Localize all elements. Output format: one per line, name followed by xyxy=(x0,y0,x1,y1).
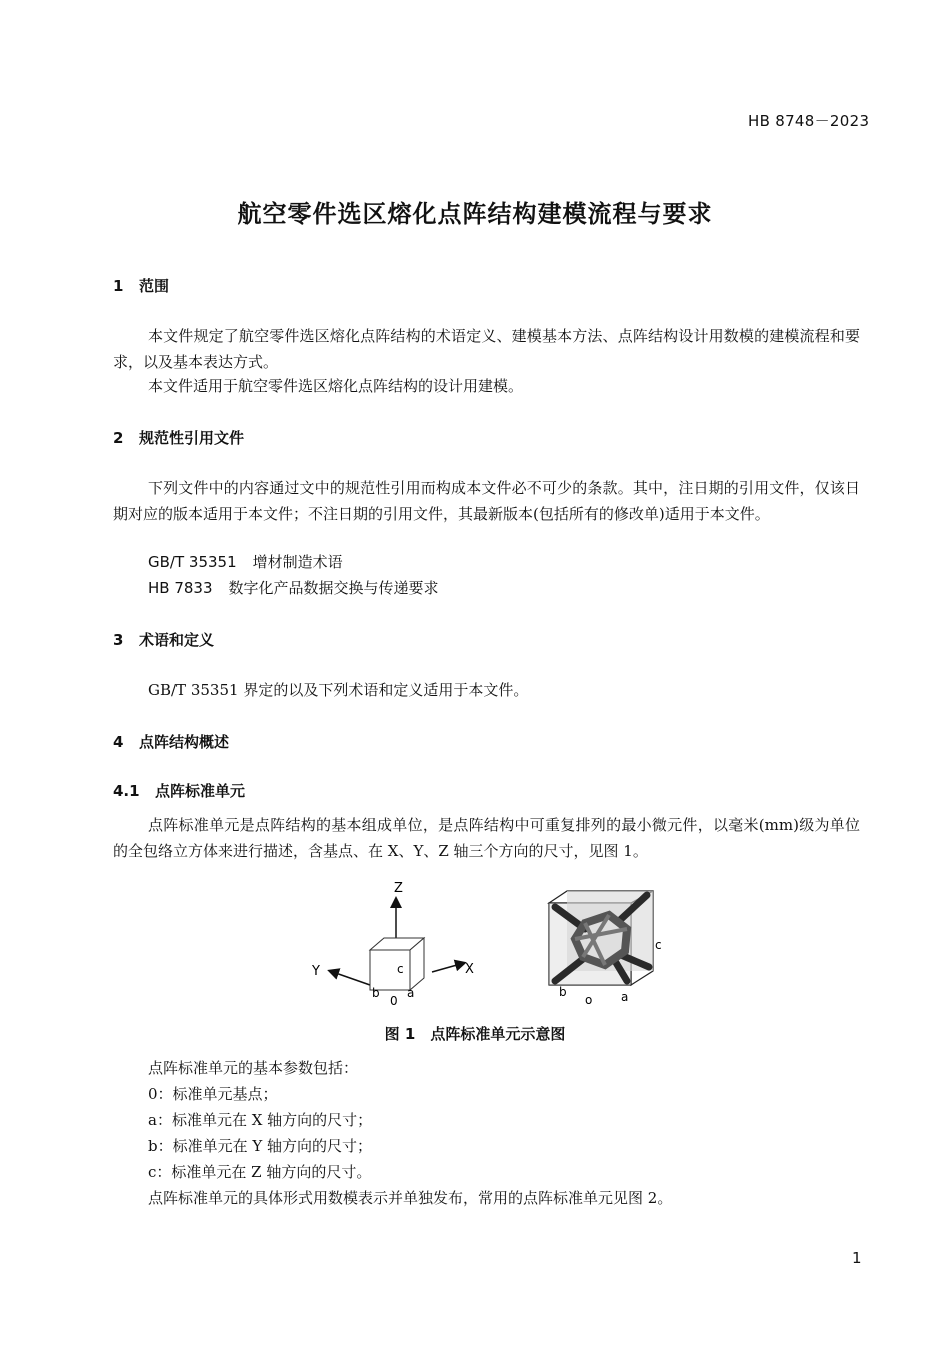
section-2-heading xyxy=(113,427,244,448)
standard-code: HB 8748－2023 xyxy=(748,112,870,130)
param-item: a：标准单元在 X 轴方向的尺寸； xyxy=(148,1111,373,1129)
reference-code: GB/T 35351 xyxy=(148,553,237,571)
section-number: 3 xyxy=(113,631,124,649)
reference-name: 数字化产品数据交换与传递要求 xyxy=(228,579,439,597)
section-title: 点阵标准单元 xyxy=(155,782,246,800)
page-number: 1 xyxy=(852,1249,862,1267)
section-2-paragraph-1: 下列文件中的内容通过文中的规范性引用而构成本文件必不可少的条款。其中，注日期的引用文件，仅该日期对应的版本适用于本文件；不注日期的引用文件，其最新版本(包括所有的修改单)适用于本文件。 xyxy=(113,479,860,523)
y-axis-label: Y xyxy=(312,964,320,979)
document-title: 航空零件选区熔化点阵结构建模流程与要求 xyxy=(237,200,713,228)
section-1-paragraph-2: 本文件适用于航空零件选区熔化点阵结构的设计用建模。 xyxy=(148,377,524,395)
figure-1-caption: 图 1 点阵标准单元示意图 xyxy=(384,1025,566,1043)
section-number: 2 xyxy=(113,429,124,447)
section-4-1-heading xyxy=(113,780,245,801)
dimension-c-label: c xyxy=(397,962,404,976)
section-number: 1 xyxy=(113,277,124,295)
params-closing: 点阵标准单元的具体形式用数模表示并单独发布，常用的点阵标准单元见图 2。 xyxy=(148,1189,673,1207)
lattice-origin-label: o xyxy=(585,993,593,1007)
x-axis xyxy=(432,963,464,972)
param-item: b：标准单元在 Y 轴方向的尺寸； xyxy=(148,1137,373,1155)
section-title: 规范性引用文件 xyxy=(139,429,245,447)
figure-1-axes-diagram xyxy=(300,875,490,1010)
dimension-b-label: b xyxy=(372,986,380,1000)
section-1-heading xyxy=(113,275,169,296)
reference-name: 增材制造术语 xyxy=(252,553,343,571)
section-title: 点阵结构概述 xyxy=(139,733,230,751)
reference-item xyxy=(148,549,343,575)
section-1-paragraph-1: 本文件规定了航空零件选区熔化点阵结构的术语定义、建模基本方法、点阵结构设计用数模的建模流程和要求，以及基本表达方式。 xyxy=(113,327,860,371)
section-4-heading xyxy=(113,731,229,752)
section-4-1-paragraph-1: 点阵标准单元是点阵结构的基本组成单位，是点阵结构中可重复排列的最小微元件，以毫米(mm)级为单位的全包络立方体来进行描述，含基点、在 X、Y、Z 轴三个方向的尺寸，见图 1。 xyxy=(113,816,860,860)
params-intro: 点阵标准单元的基本参数包括： xyxy=(148,1059,359,1077)
reference-code: HB 7833 xyxy=(148,579,213,597)
section-number: 4 xyxy=(113,733,124,751)
lattice-a-label: a xyxy=(621,990,629,1004)
reference-item xyxy=(148,575,439,601)
origin-label: 0 xyxy=(390,994,398,1008)
dimension-a-label: a xyxy=(407,986,415,1000)
param-item: 0：标准单元基点； xyxy=(148,1085,278,1103)
section-title: 范围 xyxy=(139,277,170,295)
x-axis-label: X xyxy=(465,962,474,977)
z-axis-label: Z xyxy=(394,881,403,896)
section-number: 4.1 xyxy=(113,782,140,800)
figure-1-lattice-cell xyxy=(535,885,675,1010)
section-3-paragraph-1: GB/T 35351 界定的以及下列术语和定义适用于本文件。 xyxy=(148,681,529,699)
section-title: 术语和定义 xyxy=(139,631,215,649)
section-3-heading xyxy=(113,629,214,650)
lattice-b-label: b xyxy=(559,985,567,999)
y-axis xyxy=(330,971,370,985)
lattice-c-label: c xyxy=(655,938,662,952)
param-item: c：标准单元在 Z 轴方向的尺寸。 xyxy=(148,1163,372,1181)
